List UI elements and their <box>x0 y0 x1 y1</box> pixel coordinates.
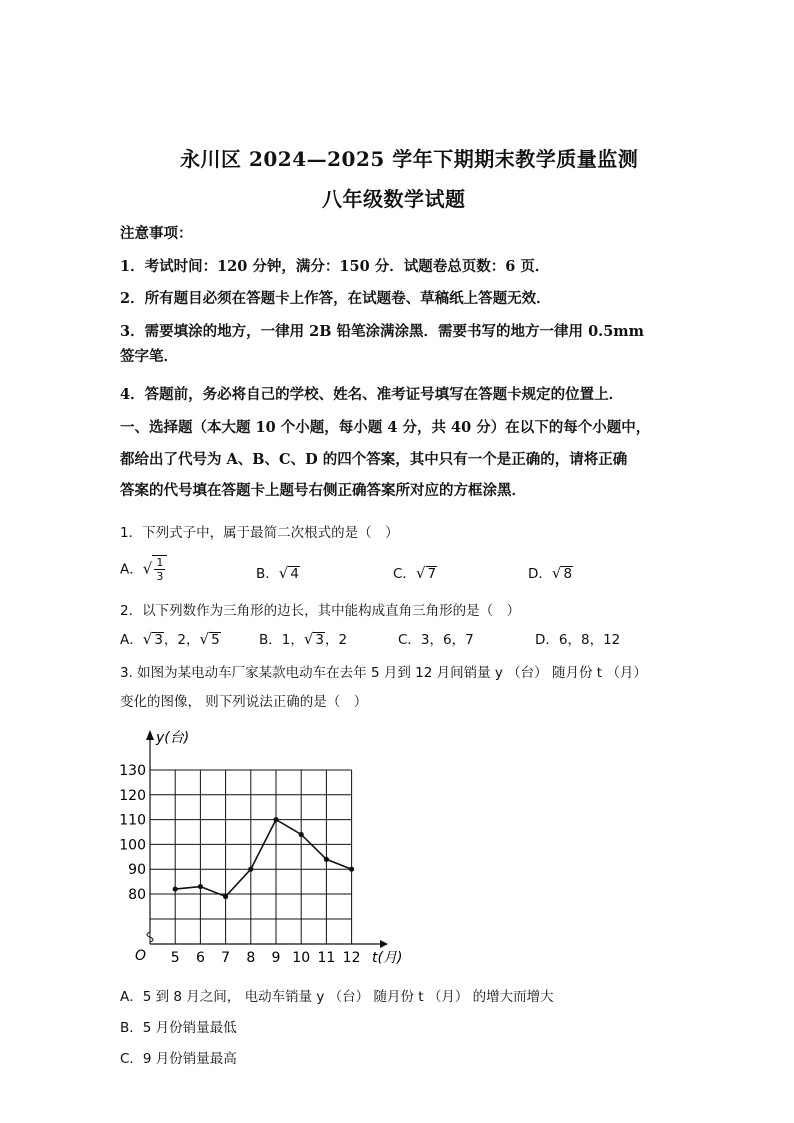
notice-heading: 注意事项： <box>120 225 193 242</box>
y-axis-arrow-icon <box>146 730 154 740</box>
data-point <box>248 867 253 872</box>
data-point <box>173 886 178 891</box>
option-label: C． <box>393 566 416 582</box>
y-tick-label: 120 <box>119 787 146 804</box>
x-tick-label: 10 <box>292 950 311 966</box>
y-tick-label: 100 <box>119 837 146 854</box>
question-2-stem: 2．以下列数作为三角形的边长，其中能构成直角三角形的是（ ） <box>120 603 521 619</box>
option-label: B． <box>256 566 279 582</box>
radical-sign-icon: √ <box>278 564 289 582</box>
question-1-stem: 1．下列式子中，属于最简二次根式的是（ ） <box>120 525 399 541</box>
x-axis-label: t(月) <box>372 950 403 966</box>
data-point <box>223 894 228 899</box>
fraction: $\frac{1}{3}$ <box>156 556 164 583</box>
notice-item: 3．需要填涂的地方，一律用 2B 铅笔涂满涂黑．需要书写的地方一律用 0.5mm <box>120 323 644 340</box>
q1-option-b: B．√ 4 <box>256 564 299 582</box>
y-tick-label: 130 <box>119 763 146 779</box>
x-tick-label: 8 <box>246 950 256 966</box>
y-tick-label: 80 <box>128 887 146 903</box>
x-axis-arrow-icon <box>380 940 388 948</box>
exam-title: 永川区 2024—2025 学年下期期末教学质量监测 <box>180 147 639 171</box>
chart-grid <box>150 770 352 944</box>
q1-option-c: C．√ 7 <box>393 564 437 582</box>
data-point <box>273 817 278 822</box>
y-tick-label: 90 <box>128 862 146 879</box>
q2-option-a: A．√ 3，2，√ 5 <box>120 630 220 648</box>
radical-sign-icon: √ <box>142 630 153 648</box>
notice-item: 签字笔． <box>120 348 178 365</box>
notice-item: 1．考试时间：120 分钟，满分：150 分．试题卷总页数：6 页． <box>120 258 550 275</box>
radical-sign-icon: √ <box>303 630 314 648</box>
notice-item: 4．答题前，务必将自己的学校、姓名、准考证号填写在答题卡规定的位置上． <box>120 386 624 403</box>
data-point <box>198 884 203 889</box>
x-tick-label: 7 <box>221 950 231 966</box>
q3-option-b: B．5 月份销量最低 <box>120 1020 237 1036</box>
x-tick-label: 12 <box>342 950 361 966</box>
section-instruction: 一、选择题（本大题 10 个小题，每小题 4 分，共 40 分）在以下的每个小题中， <box>120 419 651 436</box>
y-axis-label: y(台) <box>156 730 190 746</box>
q1-option-a <box>120 555 167 583</box>
question-3-stem: 3. 如图为某电动车厂家某款电动车在去年 5 月到 12 月间销量 y （台） 随月份 t （月） <box>120 665 647 681</box>
x-tick-label: 6 <box>195 950 205 966</box>
data-point <box>349 867 354 872</box>
chart-series <box>173 817 355 899</box>
radical-sign-icon: √ <box>415 564 426 582</box>
radical-sign-icon: √ <box>199 630 210 648</box>
exam-subtitle: 八年级数学试题 <box>322 187 466 211</box>
x-tick-label: 11 <box>317 950 336 966</box>
q2-option-b: B．1，√ 3，2 <box>259 630 348 648</box>
origin-label: O <box>135 948 147 964</box>
data-point <box>299 832 304 837</box>
notice-item: 2．所有题目必须在答题卡上作答，在试题卷、草稿纸上答题无效． <box>120 290 551 307</box>
x-tick-label: 9 <box>271 950 281 966</box>
option-label: A． <box>120 561 143 578</box>
section-instruction: 答案的代号填在答题卡上题号右侧正确答案所对应的方框涂黑． <box>120 482 526 499</box>
q2-option-d: D．6，8，12 <box>535 632 621 648</box>
question-3-stem: 变化的图像， 则下列说法正确的是（ ） <box>120 694 368 710</box>
chart-ticks <box>119 763 360 966</box>
option-label: D． <box>528 566 552 582</box>
q3-option-c: C．9 月份销量最高 <box>120 1051 237 1067</box>
x-tick-label: 5 <box>170 950 180 966</box>
section-instruction: 都给出了代号为 A、B、C、D 的四个答案，其中只有一个是正确的，请将正确 <box>120 451 628 468</box>
y-tick-label: 110 <box>119 812 146 829</box>
q1-option-d: D．√ 8 <box>528 564 573 582</box>
radical-sign-icon: √ <box>551 564 562 582</box>
q3-option-a: A．5 到 8 月之间， 电动车销量 y （台） 随月份 t （月） 的增大而增大 <box>120 989 554 1005</box>
data-point <box>324 857 329 862</box>
sales-line-chart <box>110 722 420 972</box>
q2-option-c: C．3，6，7 <box>398 632 474 648</box>
radical-sign-icon: √ <box>142 559 153 578</box>
